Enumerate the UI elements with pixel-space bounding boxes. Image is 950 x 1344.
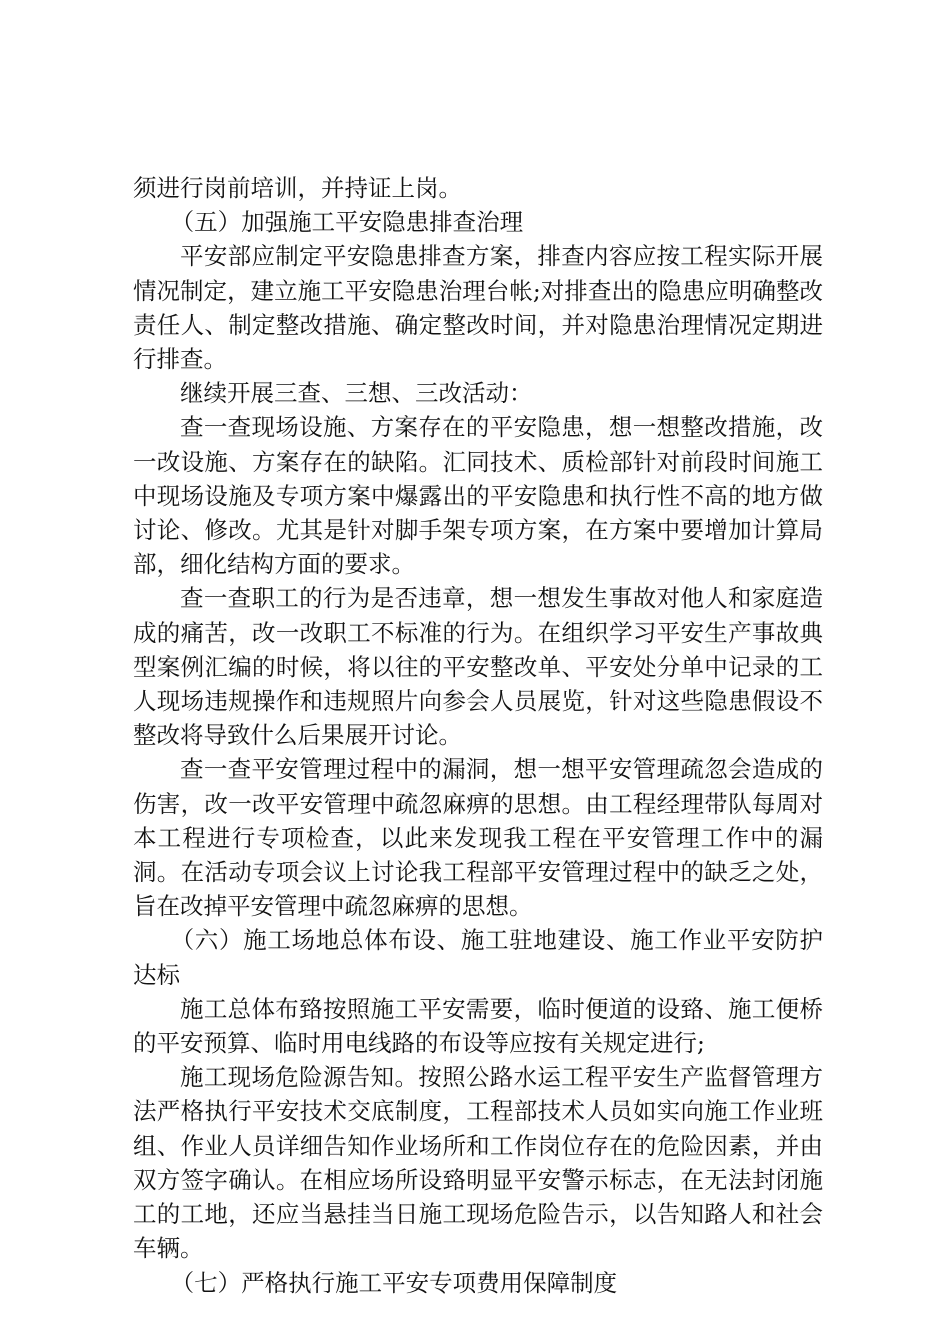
section-heading-5: （五）加强施工平安隐患排查治理: [170, 208, 524, 237]
paragraph: 查一查现场设施、方案存在的平安隐患，想一想整改措施，改一改设施、方案存在的缺陷。汇同技术、质检部针对前段时间施工中现场设施及专项方案中爆露出的平安隐患和执行性不高的地方做讨论、修改。尤其是针对脚手架专项方案，在方案中要增加计算局部，细化结构方面的要求。: [133, 413, 823, 579]
paragraph: 查一查平安管理过程中的漏洞，想一想平安管理疏忽会造成的伤害，改一改平安管理中疏忽麻痹的思想。由工程经理带队每周对本工程进行专项检查，以此来发现我工程在平安管理工作中的漏洞。在活动专项会议上讨论我工程部平安管理过程中的缺乏之处，旨在改掉平安管理中疏忽麻痹的思想。: [133, 755, 823, 921]
paragraph: 平安部应制定平安隐患排查方案，排查内容应按工程实际开展情况制定，建立施工平安隐患治理台帐;对排查出的隐患应明确整改责任人、制定整改措施、确定整改时间，并对隐患治理情况定期进行排查。: [133, 242, 823, 374]
paragraph-continuation: 须进行岗前培训，并持证上岗。: [133, 174, 462, 202]
section-heading-6: （六）施工场地总体布设、施工驻地建设、施工作业平安防护达标: [133, 926, 823, 989]
section-heading-7: （七）严格执行施工平安专项费用保障制度: [170, 1268, 618, 1297]
document-body: [133, 171, 823, 1300]
paragraph: 继续开展三查、三想、三改活动：: [180, 379, 533, 408]
paragraph: 施工总体布臵按照施工平安需要，临时便道的设臵、施工便桥的平安预算、临时用电线路的布设等应按有关规定进行;: [133, 994, 823, 1058]
paragraph: 施工现场危险源告知。按照公路水运工程平安生产监督管理方法严格执行平安技术交底制度，工程部技术人员如实向施工作业班组、作业人员详细告知作业场所和工作岗位存在的危险因素，并由双方签字确认。在相应场所设臵明显平安警示标志，在无法封闭施工的工地，还应当悬挂当日施工现场危险告示，以告知路人和社会车辆。: [133, 1063, 823, 1263]
paragraph: 查一查职工的行为是否违章，想一想发生事故对他人和家庭造成的痛苦，改一改职工不标准的行为。在组织学习平安生产事故典型案例汇编的时候，将以往的平安整改单、平安处分单中记录的工人现场违规操作和违规照片向参会人员展览，针对这些隐患假设不整改将导致什么后果展开讨论。: [133, 584, 823, 750]
